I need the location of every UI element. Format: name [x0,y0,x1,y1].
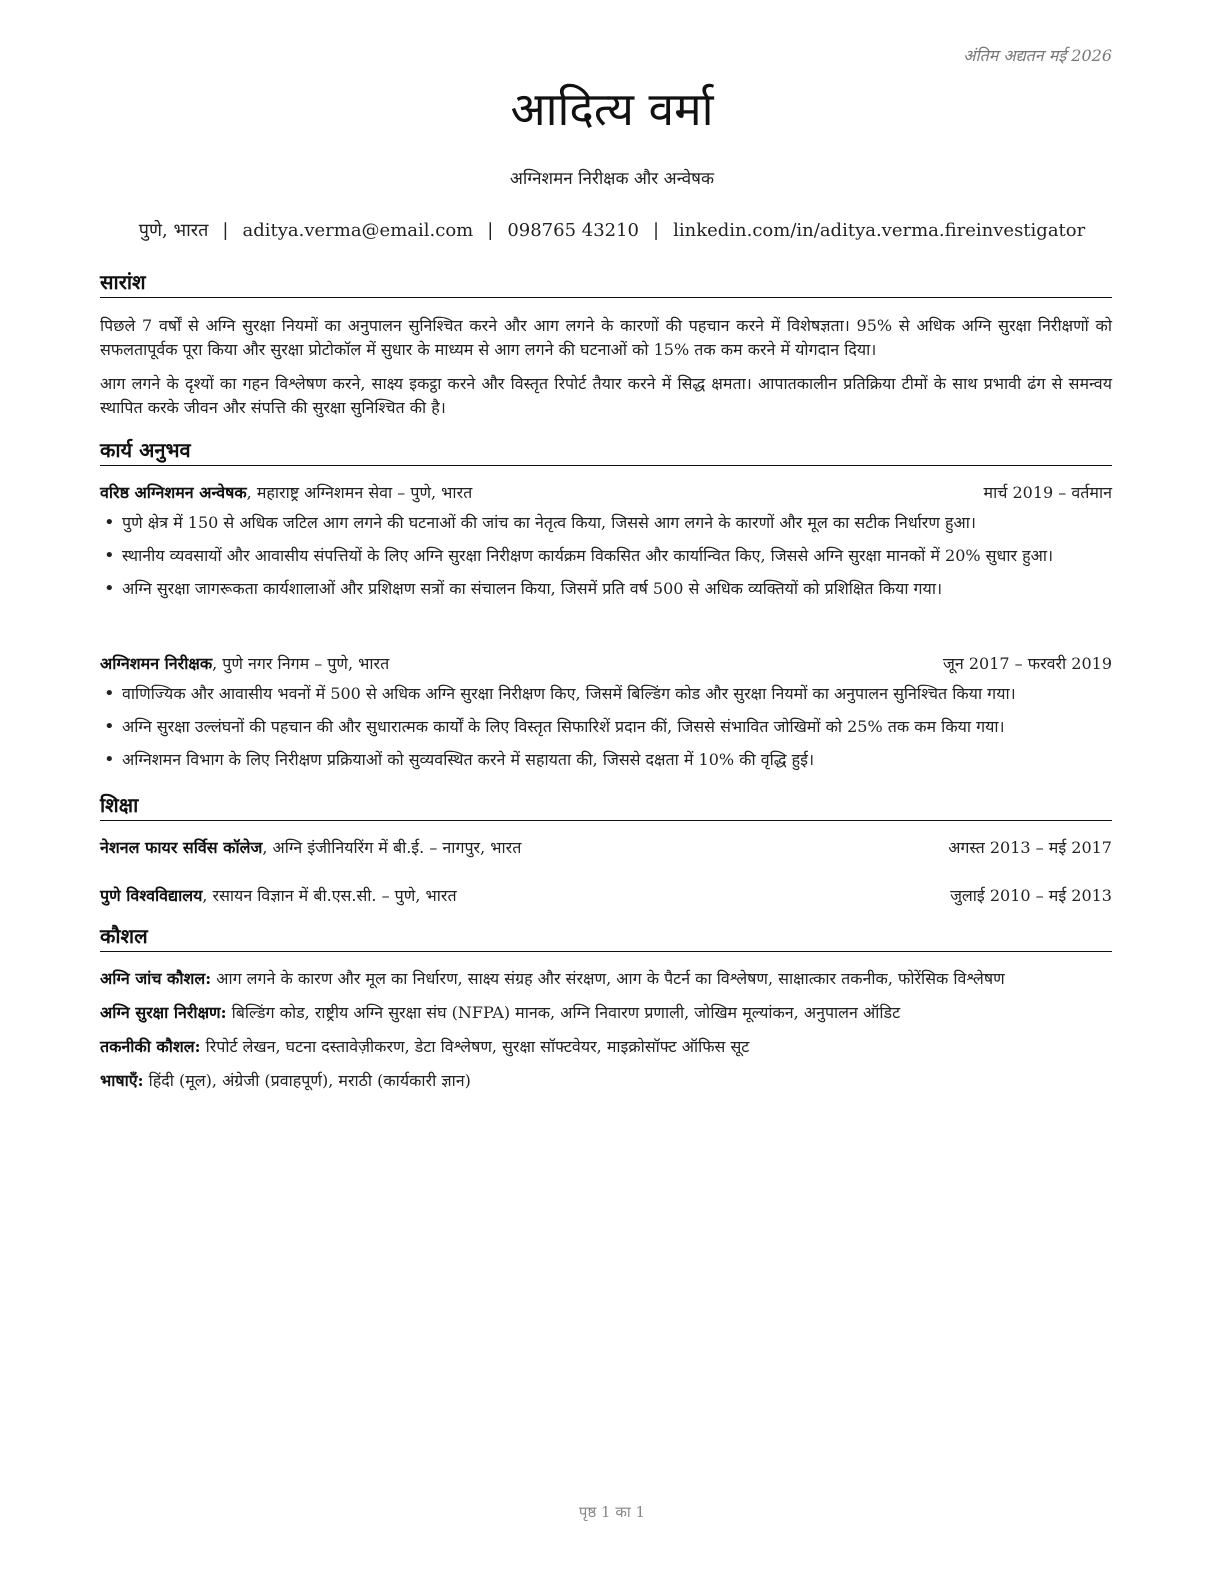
job-dates: जून 2017 – फरवरी 2019 [943,654,1112,673]
job-role: अग्निशमन निरीक्षक [100,654,213,673]
contact-line [0,218,1224,242]
contact-linkedin[interactable]: linkedin.com/in/aditya.verma.fireinvestigator [673,220,1086,241]
skill-value: हिंदी (मूल), अंग्रेजी (प्रवाहपूर्ण), मराठी (कार्यकारी ज्ञान) [143,1071,471,1090]
contact-location: पुणे, भारत [138,220,209,241]
list-item: • अग्निशमन विभाग के लिए निरीक्षण प्रक्रियाओं को सुव्यवस्थित करने में सहायता की, जिससे दक्षता में 10% की वृद्धि हुई। [100,748,1112,772]
list-item: • स्थानीय व्यवसायों और आवासीय संपत्तियों के लिए अग्नि सुरक्षा निरीक्षण कार्यक्रम विकसित और कार्यान्वित किए, जिससे अग्नि सुरक्षा मानकों में 20% सुधार हुआ। [100,544,1112,568]
page-number: पृष्ठ 1 का 1 [578,1503,646,1521]
education-detail: , अग्नि इंजीनियरिंग में बी.ई. – नागपुर, भारत [262,838,522,857]
education-dates: अगस्त 2013 – मई 2017 [948,838,1112,857]
job-header [100,652,1112,676]
education-school: पुणे विश्वविद्यालय [100,886,203,905]
skill-value: रिपोर्ट लेखन, घटना दस्तावेज़ीकरण, डेटा विश्लेषण, सुरक्षा सॉफ्टवेयर, माइक्रोसॉफ्ट ऑफिस सूट [200,1037,750,1056]
candidate-title: अग्निशमन निरीक्षक और अन्वेषक [509,169,715,189]
contact-separator: | [222,220,229,241]
job-org: , महाराष्ट्र अग्निशमन सेवा – पुणे, भारत [246,483,473,502]
skill-label: तकनीकी कौशल: [100,1037,201,1056]
section-heading-skills: कौशल [100,924,1112,952]
education-dates: जुलाई 2010 – मई 2013 [950,886,1112,905]
job-header [100,481,1112,505]
list-item: • अग्नि सुरक्षा उल्लंघनों की पहचान की और सुधारात्मक कार्यों के लिए विस्तृत सिफारिशें प्रदान कीं, जिससे संभावित जोखिमों को 25% तक कम किया गया। [100,715,1112,739]
education-school: नेशनल फायर सर्विस कॉलेज [100,838,263,857]
job-org: , पुणे नगर निगम – पुणे, भारत [212,654,390,673]
summary-paragraph: पिछले 7 वर्षों से अग्नि सुरक्षा नियमों का अनुपालन सुनिश्चित करने और आग लगने के कारणों की पहचान करने में विशेषज्ञता। 95% से अधिक अग्नि सुरक्षा निरीक्षणों को सफलतापूर्वक पूरा किया और सुरक्षा प्रोटोकॉल में सुधार के माध्यम से आग लगने की घटनाओं को 15% तक कम करने में योगदान दिया। [100,316,1112,359]
contact-separator: | [487,220,494,241]
contact-separator: | [653,220,660,241]
skill-row [100,1035,1112,1059]
job-dates: मार्च 2019 – वर्तमान [983,483,1112,502]
list-item: • वाणिज्यिक और आवासीय भवनों में 500 से अधिक अग्नि सुरक्षा निरीक्षण किए, जिसमें बिल्डिंग कोड और सुरक्षा नियमों का अनुपालन सुनिश्चित किया गया। [100,682,1112,706]
skill-label: अग्नि सुरक्षा निरीक्षण: [100,1003,227,1022]
skill-label: अग्नि जांच कौशल: [100,969,212,988]
skill-row [100,1001,1112,1025]
job-bullets [100,682,1112,781]
contact-phone[interactable]: 098765 43210 [507,220,640,241]
education-item [100,836,1112,860]
skill-row [100,1069,1112,1093]
job-bullets [100,511,1112,610]
job-role: वरिष्ठ अग्निशमन अन्वेषक [100,483,247,502]
section-heading-experience: कार्य अनुभव [100,438,1112,466]
section-heading-summary: सारांश [100,270,1112,298]
contact-email[interactable]: aditya.verma@email.com [242,220,474,241]
section-heading-education: शिक्षा [100,793,1112,821]
candidate-name: आदित्य वर्मा [510,82,714,136]
skill-label: भाषाएँ: [100,1071,144,1090]
last-updated: अंतिम अद्यतन मई 2026 [963,46,1112,65]
list-item: • पुणे क्षेत्र में 150 से अधिक जटिल आग लगने की घटनाओं की जांच का नेतृत्व किया, जिससे आग लगने के कारणों और मूल का सटीक निर्धारण हुआ। [100,511,1112,535]
skill-row [100,967,1112,991]
list-item: • अग्नि सुरक्षा जागरूकता कार्यशालाओं और प्रशिक्षण सत्रों का संचालन किया, जिसमें प्रति वर्ष 500 से अधिक व्यक्तियों को प्रशिक्षित किया गया। [100,577,1112,601]
skill-value: आग लगने के कारण और मूल का निर्धारण, साक्ष्य संग्रह और संरक्षण, आग के पैटर्न का विश्लेषण, साक्षात्कार तकनीक, फोरेंसिक विश्लेषण [211,969,1005,988]
education-detail: , रसायन विज्ञान में बी.एस.सी. – पुणे, भारत [202,886,457,905]
skill-value: बिल्डिंग कोड, राष्ट्रीय अग्नि सुरक्षा संघ (NFPA) मानक, अग्नि निवारण प्रणाली, जोखिम मूल्यांकन, अनुपालन ऑडिट [226,1003,901,1022]
summary-paragraph: आग लगने के दृश्यों का गहन विश्लेषण करने, साक्ष्य इकट्ठा करने और विस्तृत रिपोर्ट तैयार करने में सिद्ध क्षमता। आपातकालीन प्रतिक्रिया टीमों के साथ प्रभावी ढंग से समन्वय स्थापित करके जीवन और संपत्ति की सुरक्षा सुनिश्चित की है। [100,374,1112,417]
education-item [100,884,1112,908]
